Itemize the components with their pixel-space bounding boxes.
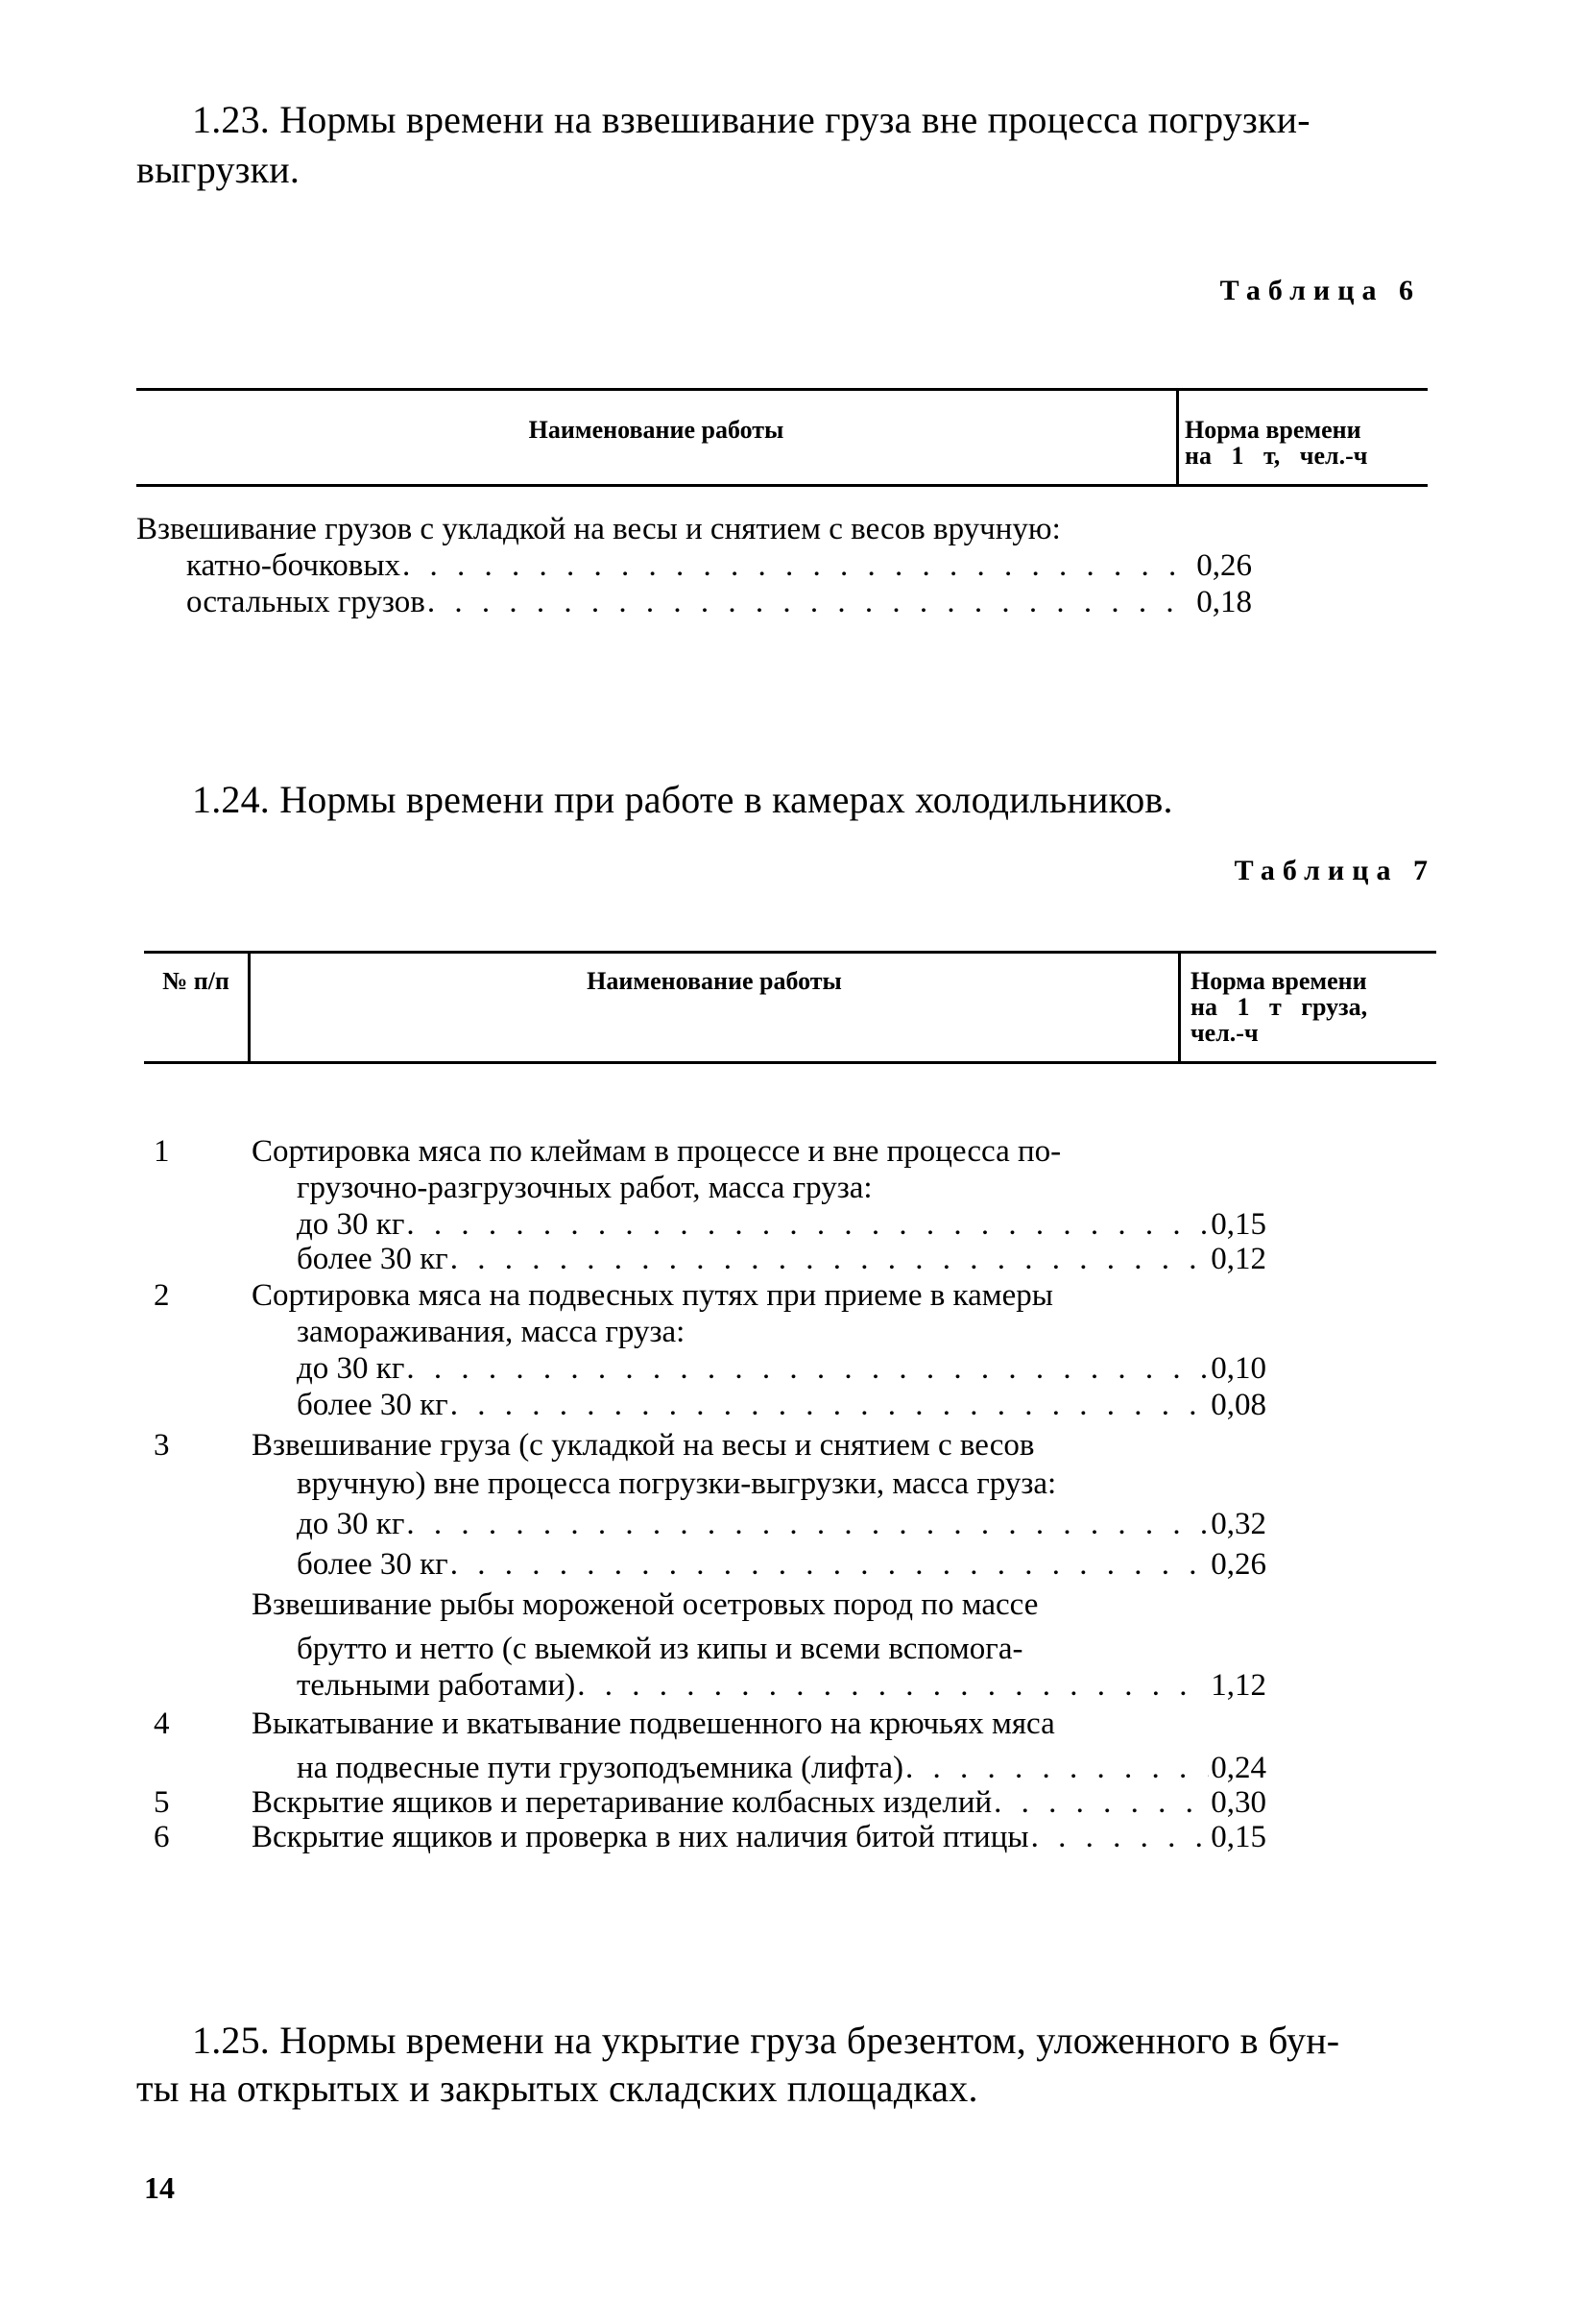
table7-row-value: 0,32 [1211, 1507, 1266, 1541]
table7-item2-num: 2 [154, 1278, 170, 1313]
table7-item1-num: 1 [154, 1134, 170, 1169]
section-1-25-heading-line1: 1.25. Нормы времени на укрытие груза брезентом, уложенного в бун- [192, 2019, 1340, 2062]
table7-header-rule [144, 1061, 1436, 1064]
table7-row-value: 0,15 [1211, 1820, 1266, 1854]
table7-column-divider-2 [1178, 951, 1181, 1061]
page-number: 14 [144, 2170, 175, 2205]
table7-row-label: более 30 кг [297, 1388, 448, 1422]
table7-header-norm-line2: на 1 т груза, [1190, 993, 1368, 1021]
section-1-23-heading-line1: 1.23. Нормы времени на взвешивание груза вне процесса погрузки- [192, 98, 1310, 141]
table6-group-title: Взвешивание грузов с укладкой на весы и снятием с весов вручную: [136, 512, 1061, 546]
table7-item6-num: 6 [154, 1820, 170, 1854]
table7-row-value: 0,24 [1211, 1751, 1266, 1785]
table7-item3-fish-line2: брутто и нетто (с выемкой из кипы и всеми вспомога- [297, 1632, 1023, 1666]
table7-row [297, 1350, 1266, 1387]
table7-row [297, 1546, 1266, 1583]
table6-row [186, 584, 1252, 620]
table7-row [252, 1784, 1266, 1821]
table7-row [297, 1387, 1266, 1423]
table7-item5-num: 5 [154, 1785, 170, 1820]
table7-row-label: на подвесные пути грузоподъемника (лифта) [297, 1751, 904, 1785]
table6-row [186, 547, 1252, 584]
table6-row-label: катно-бочковых [186, 548, 401, 583]
table7-item3-num: 3 [154, 1428, 170, 1463]
table7-row-label: более 30 кг [297, 1547, 448, 1582]
table7-row-label: Вскрытие ящиков и проверка в них наличия битой птицы [252, 1820, 1029, 1854]
table7-row-label: более 30 кг [297, 1242, 448, 1276]
table7-item4-text-line1: Выкатывание и вкатывание подвешенного на крючьях мяса [252, 1707, 1055, 1741]
table7-item3-text-line1: Взвешивание груза (с укладкой на весы и снятием с весов [252, 1428, 1035, 1463]
table7-header-work: Наименование работы [587, 967, 842, 995]
table7-item3-text-line2: вручную) вне процесса погрузки-выгрузки, масса груза: [297, 1466, 1057, 1501]
table7-item4-num: 4 [154, 1707, 170, 1741]
table6-column-divider [1176, 388, 1179, 484]
table6-header-work: Наименование работы [528, 416, 784, 444]
table6-row-label: остальных грузов [186, 585, 425, 619]
table7-row-label: до 30 кг [297, 1207, 405, 1242]
table6-row-value: 0,26 [1196, 548, 1252, 583]
table6-top-rule [136, 388, 1428, 391]
table7-row-value: 0,30 [1211, 1785, 1266, 1820]
table6-header-norm-line2: на 1 т, чел.-ч [1185, 442, 1368, 470]
table7-row-value: 0,08 [1211, 1388, 1266, 1422]
table7-row [252, 1819, 1266, 1855]
table6-caption: Таблица 6 [1219, 275, 1421, 306]
table7-row [297, 1750, 1266, 1786]
table7-top-rule [144, 951, 1436, 954]
table7-caption: Таблица 7 [1234, 855, 1435, 886]
table7-header-norm-line3: чел.-ч [1190, 1019, 1259, 1047]
table7-row-label: тельными работами) [297, 1668, 576, 1703]
table7-row [297, 1506, 1266, 1542]
table7-row-value: 0,15 [1211, 1207, 1266, 1242]
table6-row-value: 0,18 [1196, 585, 1252, 619]
table7-row-label: до 30 кг [297, 1351, 405, 1386]
table7-item1-text-line2: грузочно-разгрузочных работ, масса груза: [297, 1171, 873, 1205]
table7-row-value: 1,12 [1211, 1668, 1266, 1703]
table7-row-label: Вскрытие ящиков и перетаривание колбасных изделий [252, 1785, 993, 1820]
table7-row-value: 0,26 [1211, 1547, 1266, 1582]
table7-item3-fish-line1: Взвешивание рыбы мороженой осетровых пород по массе [252, 1587, 1039, 1622]
table7-item2-text-line1: Сортировка мяса на подвесных путях при приеме в камеры [252, 1278, 1053, 1313]
table7-header-norm-line1: Норма времени [1190, 967, 1367, 995]
table7-item2-text-line2: замораживания, масса груза: [297, 1315, 685, 1349]
table7-header-num: № п/п [162, 967, 229, 995]
section-1-25-heading-line2: ты на открытых и закрытых складских площадках. [136, 2067, 978, 2110]
table6-header-norm-line1: Норма времени [1185, 416, 1361, 444]
table7-row-label: до 30 кг [297, 1507, 405, 1541]
table7-row [297, 1667, 1266, 1704]
table7-row [297, 1206, 1266, 1243]
section-1-23-heading-line2: выгрузки. [136, 148, 301, 191]
table6-header-rule [136, 484, 1428, 487]
table7-row-value: 0,12 [1211, 1242, 1266, 1276]
table7-row-value: 0,10 [1211, 1351, 1266, 1386]
table7-item1-text-line1: Сортировка мяса по клеймам в процессе и вне процесса по- [252, 1134, 1062, 1169]
table7-row [297, 1241, 1266, 1277]
section-1-24-heading: 1.24. Нормы времени при работе в камерах холодильников. [192, 778, 1173, 821]
